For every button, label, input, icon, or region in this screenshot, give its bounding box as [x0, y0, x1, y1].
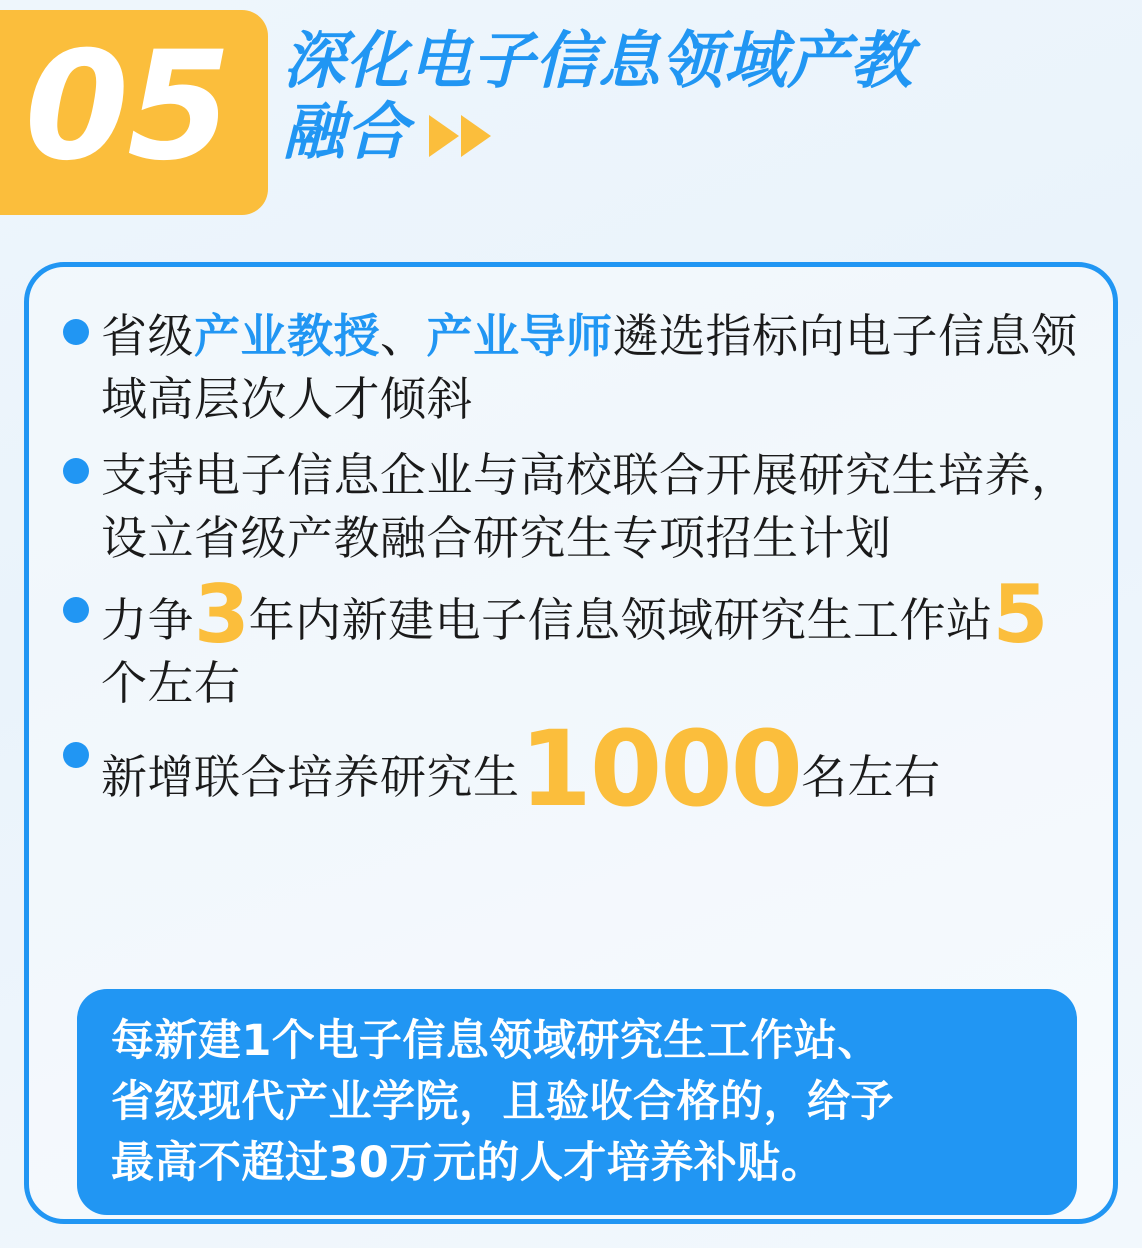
section-number-badge: [0, 10, 268, 215]
section-header: [0, 0, 1142, 225]
note-line-1: 每新建1个电子信息领域研究生工作站、: [111, 1016, 881, 1066]
bullet-text-3: [101, 568, 1083, 714]
text-segment: 省级: [101, 309, 194, 363]
section-title-line-2: 融合: [283, 94, 410, 168]
note-line-2: 省级现代产业学院，且验收合格的，给予: [111, 1077, 894, 1128]
text-segment: 、: [380, 309, 427, 363]
content-card: [24, 262, 1118, 1224]
text-segment: 力争: [101, 593, 194, 648]
list-item: [63, 568, 1083, 714]
list-item: [63, 444, 1083, 569]
bullet-text-2: [101, 444, 1083, 569]
bullet-text-1: [101, 305, 1083, 430]
list-item: [63, 305, 1083, 430]
highlight-segment: 产业导师: [426, 309, 613, 363]
highlight-segment: 产业教授: [194, 309, 380, 363]
bullet-text-4: [101, 708, 941, 831]
text-segment: 年内新建电子信息领域研究生工作站: [248, 593, 993, 648]
bullet-dot-icon: [63, 742, 89, 768]
emphasis-number: 3: [194, 568, 249, 662]
text-segment: 个左右: [101, 655, 241, 710]
text-segment: 遴选指标向电子信息领域高层次人才倾斜: [101, 309, 1078, 426]
bullet-dot-icon: [63, 319, 89, 345]
emphasis-number: 5: [992, 568, 1048, 662]
text-segment: 名左右: [800, 750, 941, 805]
section-number: 05: [24, 19, 230, 194]
double-chevron-right-icon: [427, 103, 497, 174]
note-line-3: 最高不超过30万元的人才培养补贴。: [111, 1138, 825, 1189]
emphasis-number: 1000: [519, 708, 801, 831]
bullet-dot-icon: [63, 597, 89, 623]
bullet-list: [63, 305, 1083, 831]
text-segment: 新增联合培养研究生: [101, 750, 520, 805]
bullet-dot-icon: [63, 458, 89, 484]
list-item: [63, 708, 1083, 831]
highlight-note-box: [77, 989, 1077, 1215]
section-title: [283, 26, 1073, 167]
text-segment: 支持电子信息企业与高校联合开展研究生培养，设立省级产教融合研究生专项招生计划: [101, 448, 1078, 565]
section-title-line-1: 深化电子信息领域产教: [283, 24, 914, 97]
